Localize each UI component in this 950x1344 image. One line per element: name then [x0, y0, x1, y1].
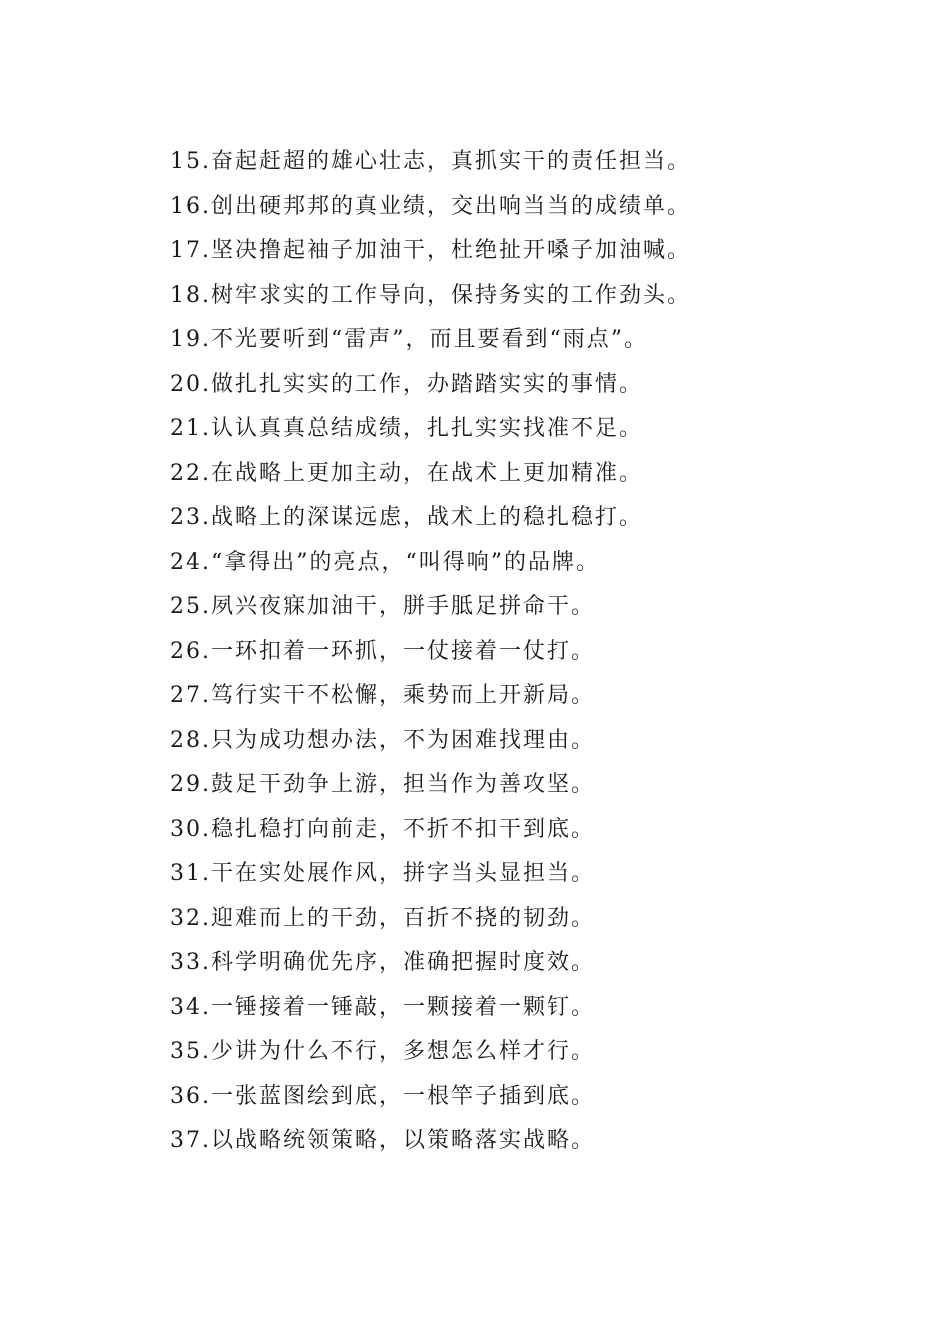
list-item: 23.战略上的深谋远虑，战术上的稳扎稳打。 — [170, 505, 643, 530]
list-item: 24.“拿得出”的亮点，“叫得响”的品牌。 — [170, 549, 600, 575]
list-item: 34.一锤接着一锤敲，一颗接着一颗钉。 — [170, 994, 595, 1020]
list-item: 31.干在实处展作风，拼字当头显担当。 — [170, 861, 595, 886]
list-item: 15.奋起赶超的雄心壮志，真抓实干的责任担当。 — [170, 149, 691, 174]
list-item: 19.不光要听到“雷声”，而且要看到“雨点”。 — [170, 327, 648, 352]
list-item: 17.坚决撸起袖子加油干，杜绝扯开嗓子加油喊。 — [170, 238, 691, 263]
list-item: 37.以战略统领策略，以策略落实战略。 — [170, 1128, 595, 1153]
list-item: 35.少讲为什么不行，多想怎么样才行。 — [170, 1039, 595, 1064]
list-item: 16.创出硬邦邦的真业绩，交出响当当的成绩单。 — [170, 193, 691, 219]
list-item: 25.夙兴夜寐加油干，胼手胝足拼命干。 — [170, 594, 595, 619]
list-item: 20.做扎扎实实的工作，办踏踏实实的事情。 — [170, 371, 643, 397]
list-item: 33.科学明确优先序，准确把握时度效。 — [170, 950, 595, 975]
list-item: 36.一张蓝图绘到底，一根竿子插到底。 — [170, 1083, 595, 1109]
list-item: 22.在战略上更加主动，在战术上更加精准。 — [170, 460, 643, 486]
list-item: 27.笃行实干不松懈，乘势而上开新局。 — [170, 683, 595, 708]
phrase-list — [170, 140, 870, 1164]
list-item: 26.一环扣着一环抓，一仗接着一仗打。 — [170, 638, 595, 664]
list-item: 21.认认真真总结成绩，扎扎实实找准不足。 — [170, 416, 643, 441]
list-item: 18.树牢求实的工作导向，保持务实的工作劲头。 — [170, 282, 691, 308]
list-item: 32.迎难而上的干劲，百折不挠的韧劲。 — [170, 905, 595, 931]
list-item: 29.鼓足干劲争上游，担当作为善攻坚。 — [170, 772, 595, 797]
list-item: 30.稳扎稳打向前走，不折不扣干到底。 — [170, 816, 595, 842]
list-item: 28.只为成功想办法，不为困难找理由。 — [170, 727, 595, 753]
